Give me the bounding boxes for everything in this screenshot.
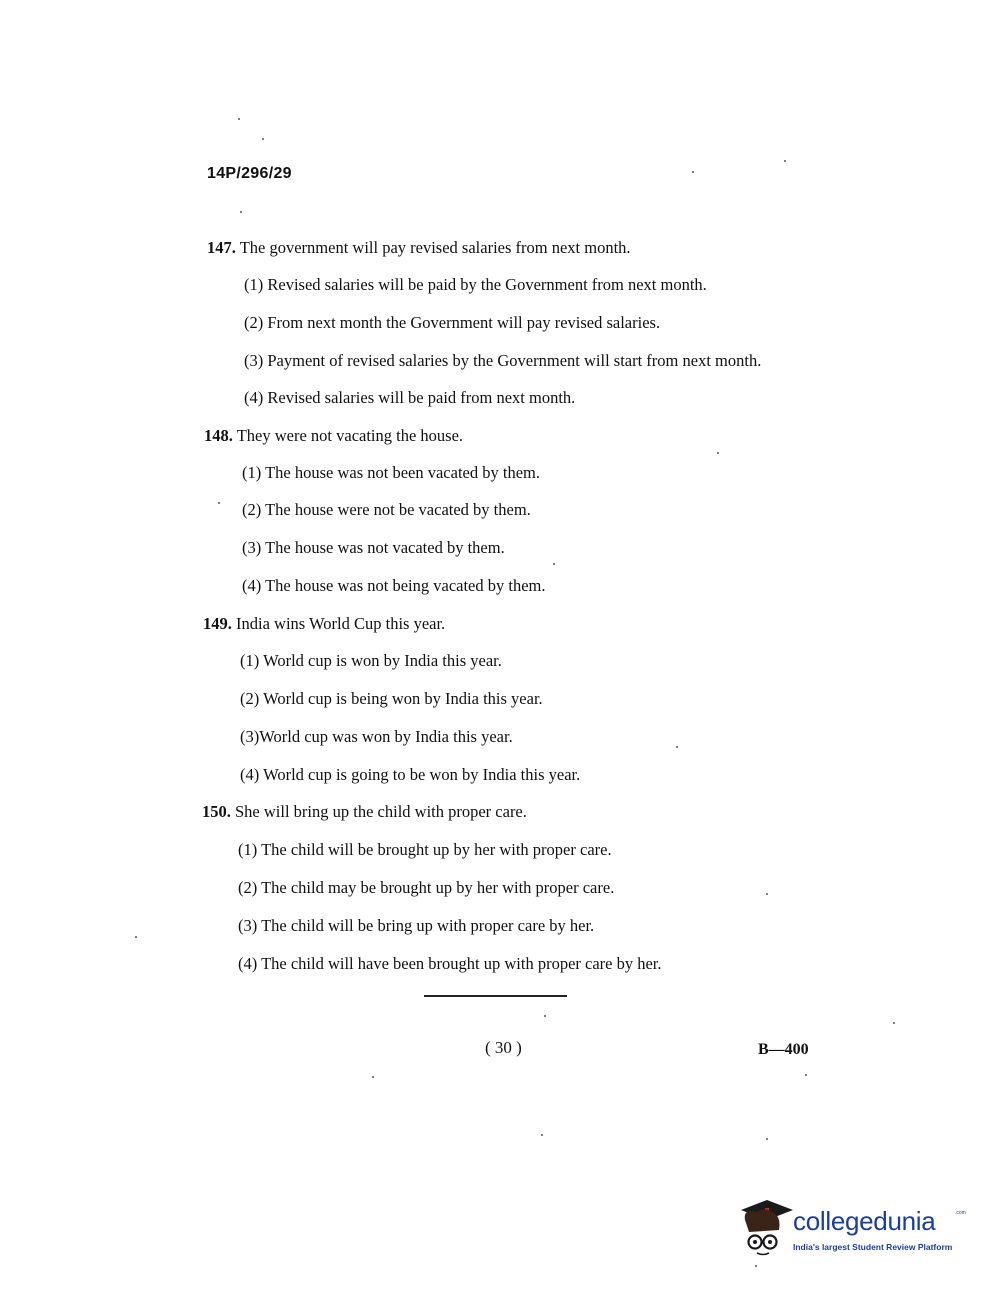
scan-speck <box>805 1074 807 1076</box>
scan-speck <box>784 160 786 162</box>
scan-speck <box>544 1015 546 1017</box>
scan-speck <box>766 1138 768 1140</box>
option-149-4: (4) World cup is going to be won by India this year. <box>240 765 581 784</box>
question-149 <box>203 614 445 634</box>
question-text: India wins World Cup this year. <box>236 614 446 633</box>
scan-speck <box>372 1076 374 1078</box>
option-150-1: (1) The child will be brought up by her with proper care. <box>238 840 612 859</box>
paper-code: 14P/296/29 <box>207 165 292 182</box>
option-148-3: (3) The house was not vacated by them. <box>242 538 505 557</box>
question-147 <box>207 238 631 258</box>
option-149-3: (3)World cup was won by India this year. <box>240 727 513 746</box>
scan-speck <box>240 211 242 213</box>
section-divider <box>424 995 567 997</box>
scan-speck <box>717 452 719 454</box>
question-number: 149. <box>203 614 232 633</box>
option-148-4: (4) The house was not being vacated by them. <box>242 576 546 595</box>
option-147-3: (3) Payment of revised salaries by the Government will start from next month. <box>244 351 762 370</box>
question-text: She will bring up the child with proper care. <box>235 802 527 821</box>
question-150 <box>202 802 527 822</box>
brand-domain-suffix: .com <box>955 1210 966 1216</box>
question-number: 150. <box>202 802 231 821</box>
option-150-4: (4) The child will have been brought up with proper care by her. <box>238 954 662 973</box>
brand-logo <box>735 1196 966 1260</box>
option-147-4: (4) Revised salaries will be paid from next month. <box>244 388 576 407</box>
scan-speck <box>553 563 555 565</box>
option-147-1: (1) Revised salaries will be paid by the Government from next month. <box>244 275 707 294</box>
question-148 <box>204 426 463 446</box>
question-number: 148. <box>204 426 233 445</box>
brand-name: collegedunia <box>793 1206 936 1236</box>
scan-speck <box>676 746 678 748</box>
brand-tagline: India's largest Student Review Platform <box>793 1242 953 1252</box>
scan-speck <box>135 936 137 938</box>
scan-speck <box>755 1265 757 1267</box>
scan-speck <box>541 1134 543 1136</box>
option-148-1: (1) The house was not been vacated by them. <box>242 463 540 482</box>
option-149-1: (1) World cup is won by India this year. <box>240 651 502 670</box>
option-149-2: (2) World cup is being won by India this year. <box>240 689 543 708</box>
option-150-3: (3) The child will be bring up with proper care by her. <box>238 916 595 935</box>
page-number: ( 30 ) <box>485 1038 522 1057</box>
booklet-code: B—400 <box>758 1041 809 1058</box>
mascot-icon <box>735 1196 795 1258</box>
scan-speck <box>262 138 264 140</box>
option-148-2: (2) The house were not be vacated by them. <box>242 500 531 519</box>
question-text: They were not vacating the house. <box>236 426 464 445</box>
scan-speck <box>766 893 768 895</box>
question-text: The government will pay revised salaries from next month. <box>239 238 631 257</box>
question-number: 147. <box>207 238 236 257</box>
option-150-2: (2) The child may be brought up by her with proper care. <box>238 878 615 897</box>
option-147-2: (2) From next month the Government will pay revised salaries. <box>244 313 661 332</box>
scan-speck <box>692 171 694 173</box>
scan-speck <box>238 118 240 120</box>
scan-speck <box>218 502 220 504</box>
scan-speck <box>893 1022 895 1024</box>
